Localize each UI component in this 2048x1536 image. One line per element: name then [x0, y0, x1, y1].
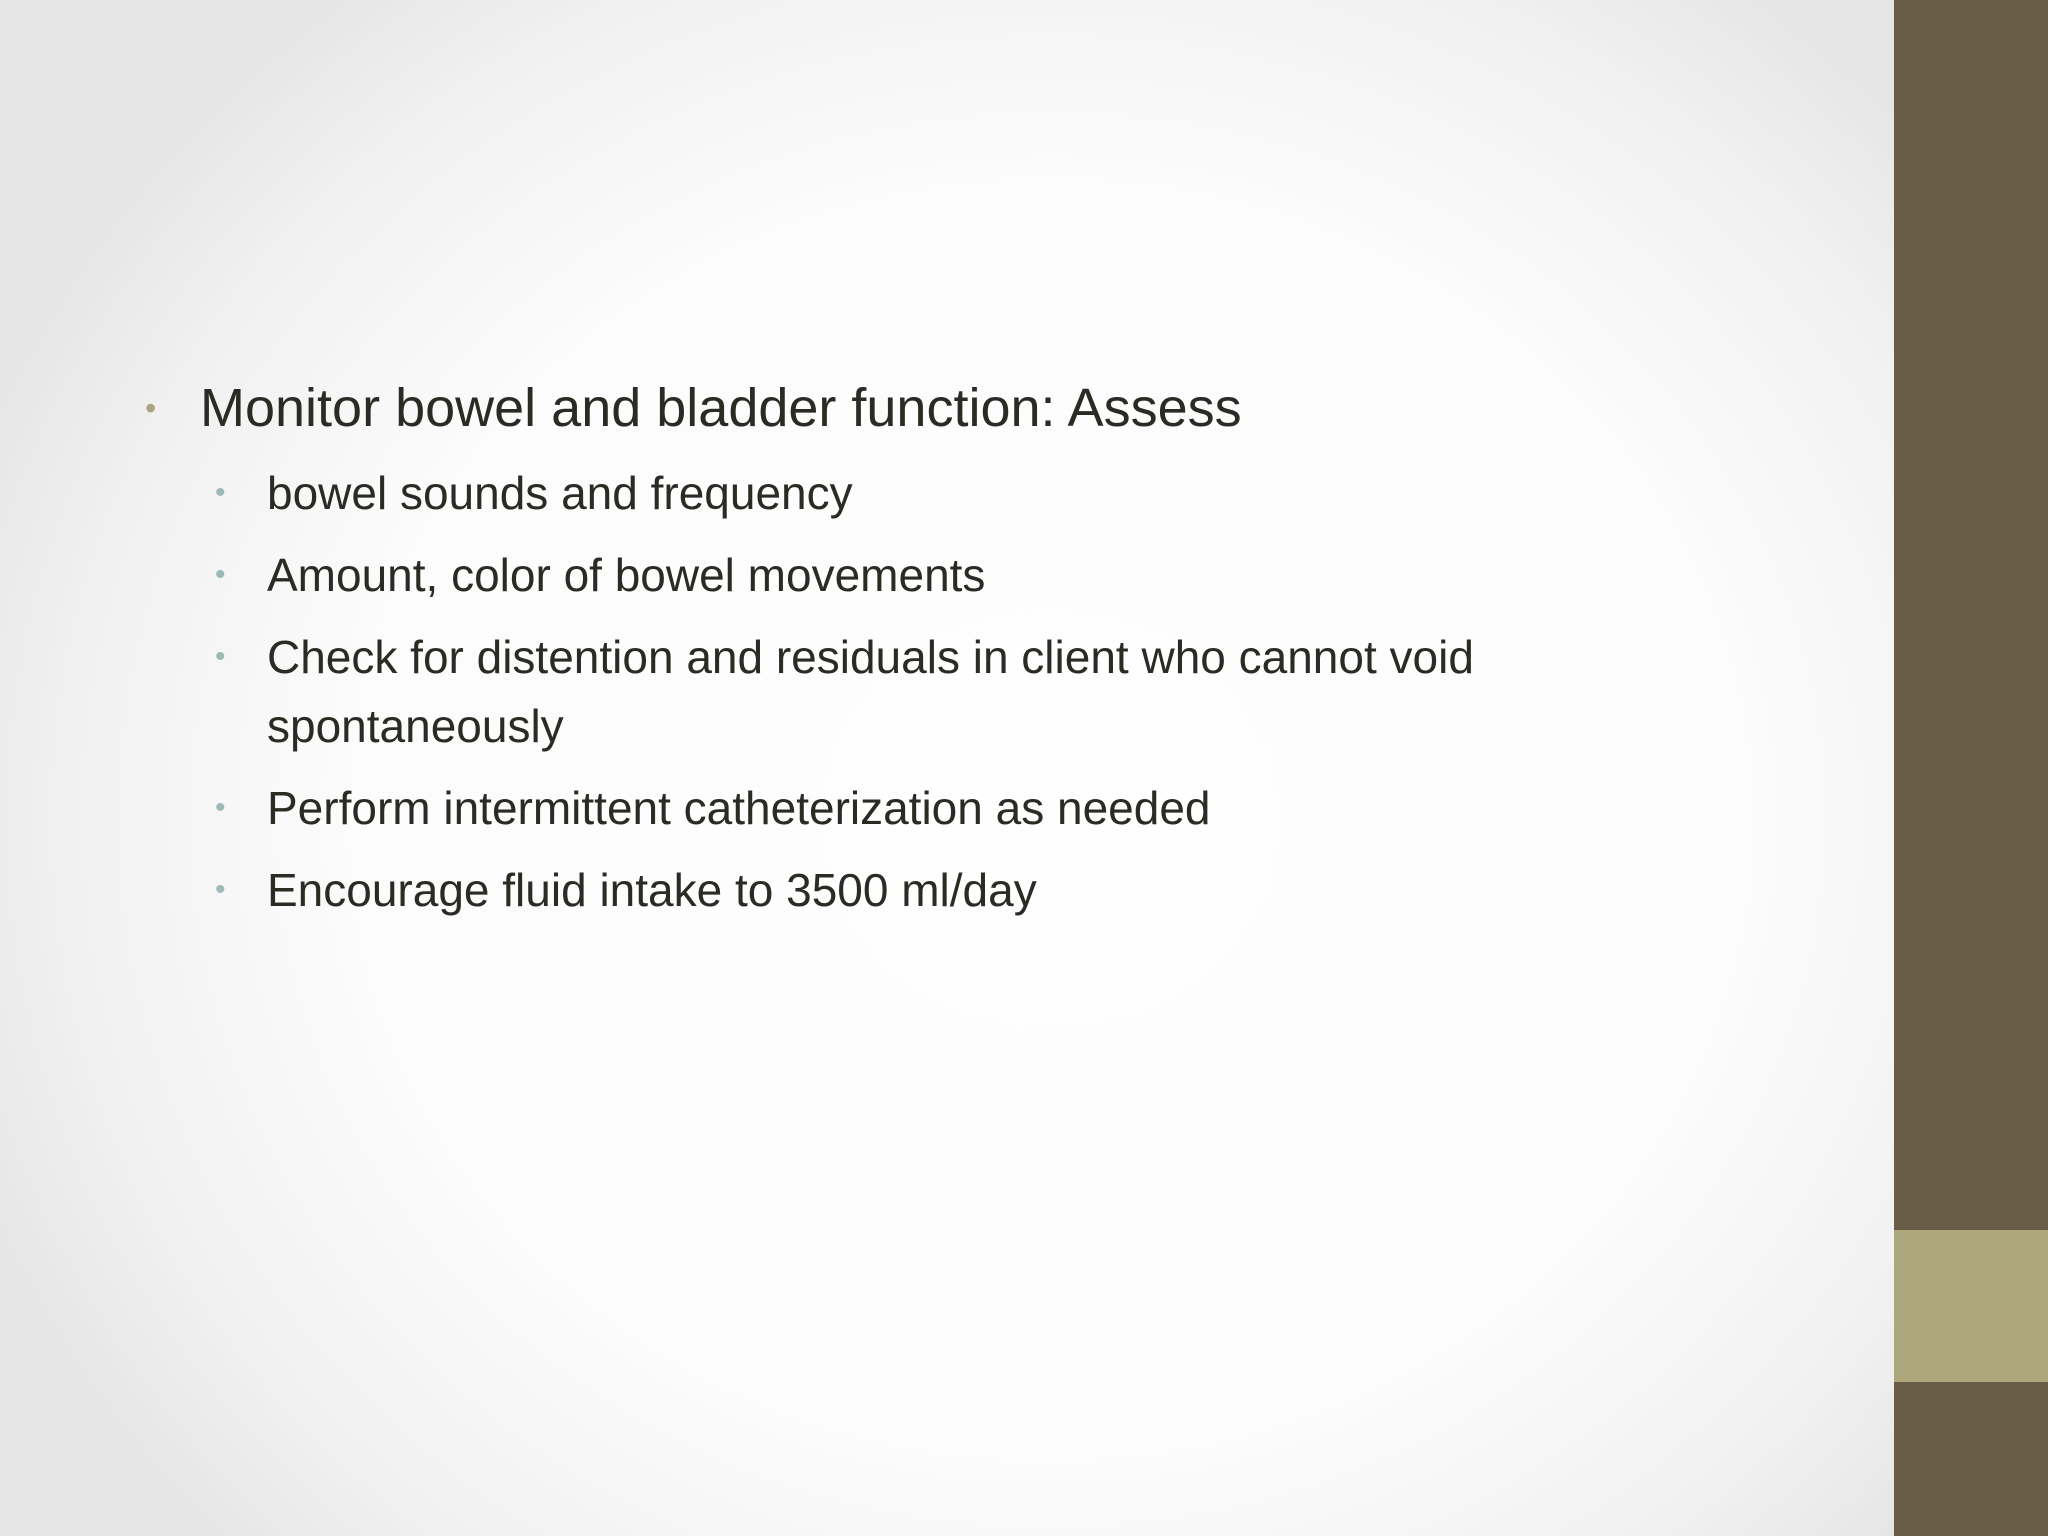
sub-bullet-text: Encourage fluid intake to 3500 ml/day [267, 864, 1037, 916]
sub-bullet-item [215, 459, 1705, 528]
sub-bullet-text: Perform intermittent catheterization as needed [267, 782, 1211, 834]
sub-bullet-text: Check for distention and residuals in client who cannot void spontaneously [267, 631, 1474, 752]
slide-content [145, 370, 1705, 925]
main-bullet-text: Monitor bowel and bladder function: Assess [200, 378, 1242, 438]
bullet-icon: • [215, 558, 226, 591]
sub-bullet-list [145, 459, 1705, 925]
sub-bullet-item [215, 623, 1705, 761]
bullet-icon: • [215, 476, 226, 509]
bullet-icon: • [215, 640, 226, 673]
bullet-icon: • [145, 390, 157, 426]
sub-bullet-text: Amount, color of bowel movements [267, 549, 986, 601]
decorative-sidebar-accent [1894, 1230, 2048, 1382]
sub-bullet-item [215, 856, 1705, 925]
bullet-icon: • [215, 791, 226, 824]
sub-bullet-item [215, 541, 1705, 610]
bullet-icon: • [215, 873, 226, 906]
main-bullet-item [145, 370, 1705, 446]
sub-bullet-text: bowel sounds and frequency [267, 467, 853, 519]
sub-bullet-item [215, 774, 1705, 843]
